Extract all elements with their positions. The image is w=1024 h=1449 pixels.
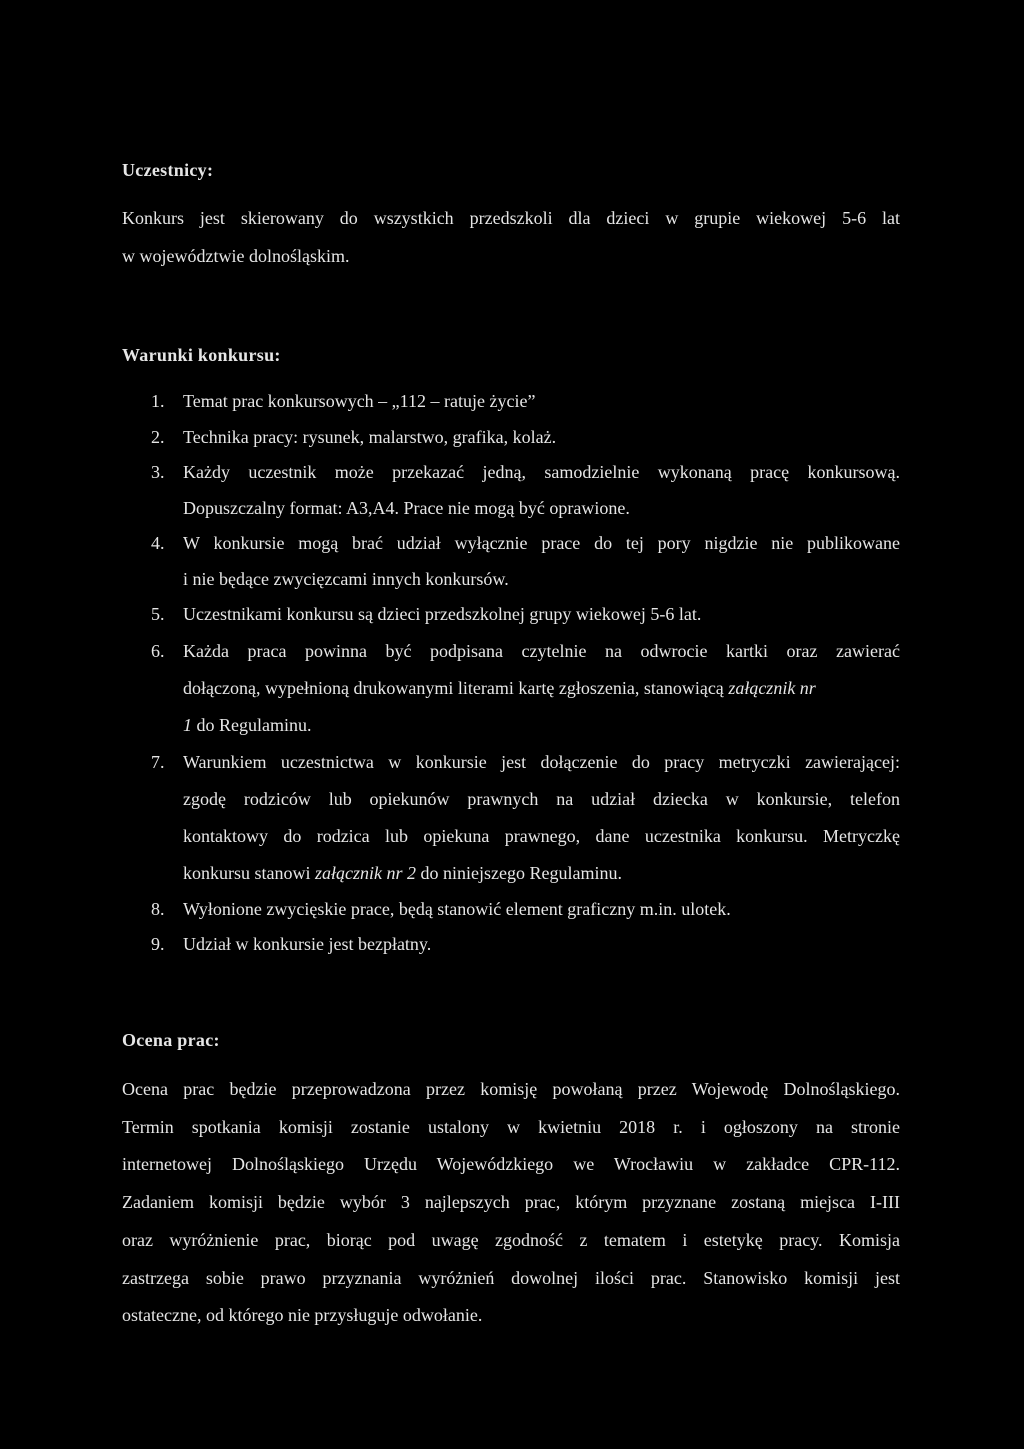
evaluation-line-7: ostateczne, od którego nie przysługuje odwołanie.: [122, 1305, 483, 1326]
condition-text-part: konkursu stanowi: [183, 862, 311, 883]
condition-text: Udział w konkursie jest bezpłatny.: [183, 934, 432, 954]
condition-item-5: [122, 597, 900, 633]
evaluation-heading: Ocena prac:: [122, 1030, 220, 1050]
condition-text: Uczestnikami konkursu są dzieci przedszkolnej grupy wiekowej 5-6 lat.: [183, 604, 702, 624]
condition-number: 8.: [151, 898, 165, 919]
condition-text: Technika pracy: rysunek, malarstwo, grafika, kolaż.: [183, 426, 557, 447]
condition-number: 3.: [151, 462, 165, 482]
condition-number: 7.: [151, 751, 165, 772]
condition-item-3: [122, 455, 900, 526]
condition-text: zgodę rodziców lub opiekunów prawnych na udział dziecka w konkursie, telefon: [183, 788, 900, 809]
participants-paragraph: [122, 200, 900, 275]
evaluation-paragraph: [122, 1071, 900, 1335]
condition-text: Warunkiem uczestnictwa w konkursie jest dołączenie do pracy metryczki zawierającej:: [183, 751, 900, 772]
condition-text: Dopuszczalny format: A3,A4. Prace nie mogą być oprawione.: [183, 497, 630, 518]
condition-text: [183, 670, 900, 707]
condition-text-part: do Regulaminu.: [196, 714, 312, 735]
participants-line-1: Konkurs jest skierowany do wszystkich przedszkoli dla dzieci w grupie wiekowej 5-6 lat: [122, 208, 900, 228]
evaluation-line-6: zastrzega sobie prawo przyznania wyróżnień dowolnej ilości prac. Stanowisko komisji jest: [122, 1267, 900, 1288]
condition-item-4: [122, 526, 900, 597]
attachment-number: 1: [183, 714, 192, 735]
attachment-reference: załącznik nr: [728, 677, 816, 698]
condition-text: [183, 855, 900, 892]
condition-number: 5.: [151, 604, 165, 624]
condition-text: Wyłonione zwycięskie prace, będą stanowić element graficzny m.in. ulotek.: [183, 898, 731, 919]
condition-text: W konkursie mogą brać udział wyłącznie prace do tej pory nigdzie nie publikowane: [183, 533, 900, 553]
evaluation-line-5: oraz wyróżnienie prac, biorąc pod uwagę zgodność z tematem i estetykę pracy. Komisja: [122, 1229, 900, 1250]
condition-text: Temat prac konkursowych – „112 – ratuje życie”: [183, 391, 536, 411]
condition-number: 1.: [151, 391, 165, 411]
conditions-list: [122, 384, 900, 963]
condition-text: Każdy uczestnik może przekazać jedną, samodzielnie wykonaną pracę konkursową.: [183, 462, 900, 482]
participants-heading: Uczestnicy:: [122, 160, 214, 180]
condition-number: 4.: [151, 533, 165, 553]
condition-number: 2.: [151, 426, 165, 447]
condition-item-7: [122, 744, 900, 892]
evaluation-line-2: Termin spotkania komisji zostanie ustalony w kwietniu 2018 r. i ogłoszony na stronie: [122, 1116, 900, 1137]
participants-line-2: w województwie dolnośląskim.: [122, 245, 350, 266]
condition-item-2: [122, 420, 900, 456]
condition-text: i nie będące zwycięzcami innych konkursów.: [183, 568, 509, 589]
condition-number: 6.: [151, 640, 165, 661]
condition-text: Każda praca powinna być podpisana czytelnie na odwrocie kartki oraz zawierać: [183, 640, 900, 661]
condition-number: 9.: [151, 934, 165, 954]
evaluation-line-4: Zadaniem komisji będzie wybór 3 najlepszych prac, którym przyznane zostaną miejsca I-III: [122, 1192, 900, 1213]
condition-text-part: do niniejszego Regulaminu.: [420, 862, 622, 883]
condition-item-1: [122, 384, 900, 420]
condition-text: [183, 707, 900, 744]
evaluation-line-1: Ocena prac będzie przeprowadzona przez komisję powołaną przez Wojewodę Dolnośląskiego.: [122, 1079, 900, 1099]
condition-text: kontaktowy do rodzica lub opiekuna prawnego, dane uczestnika konkursu. Metryczkę: [183, 825, 900, 846]
evaluation-line-3: internetowej Dolnośląskiego Urzędu Wojewódzkiego we Wrocławiu w zakładce CPR-112.: [122, 1154, 900, 1175]
conditions-heading: Warunki konkursu:: [122, 345, 281, 365]
condition-item-6: [122, 633, 900, 744]
condition-text-part: dołączoną, wypełnioną drukowanymi literami kartę zgłoszenia, stanowiącą: [183, 677, 724, 698]
condition-item-8: [122, 892, 900, 928]
condition-item-9: [122, 927, 900, 963]
attachment-reference: załącznik nr 2: [315, 862, 416, 883]
